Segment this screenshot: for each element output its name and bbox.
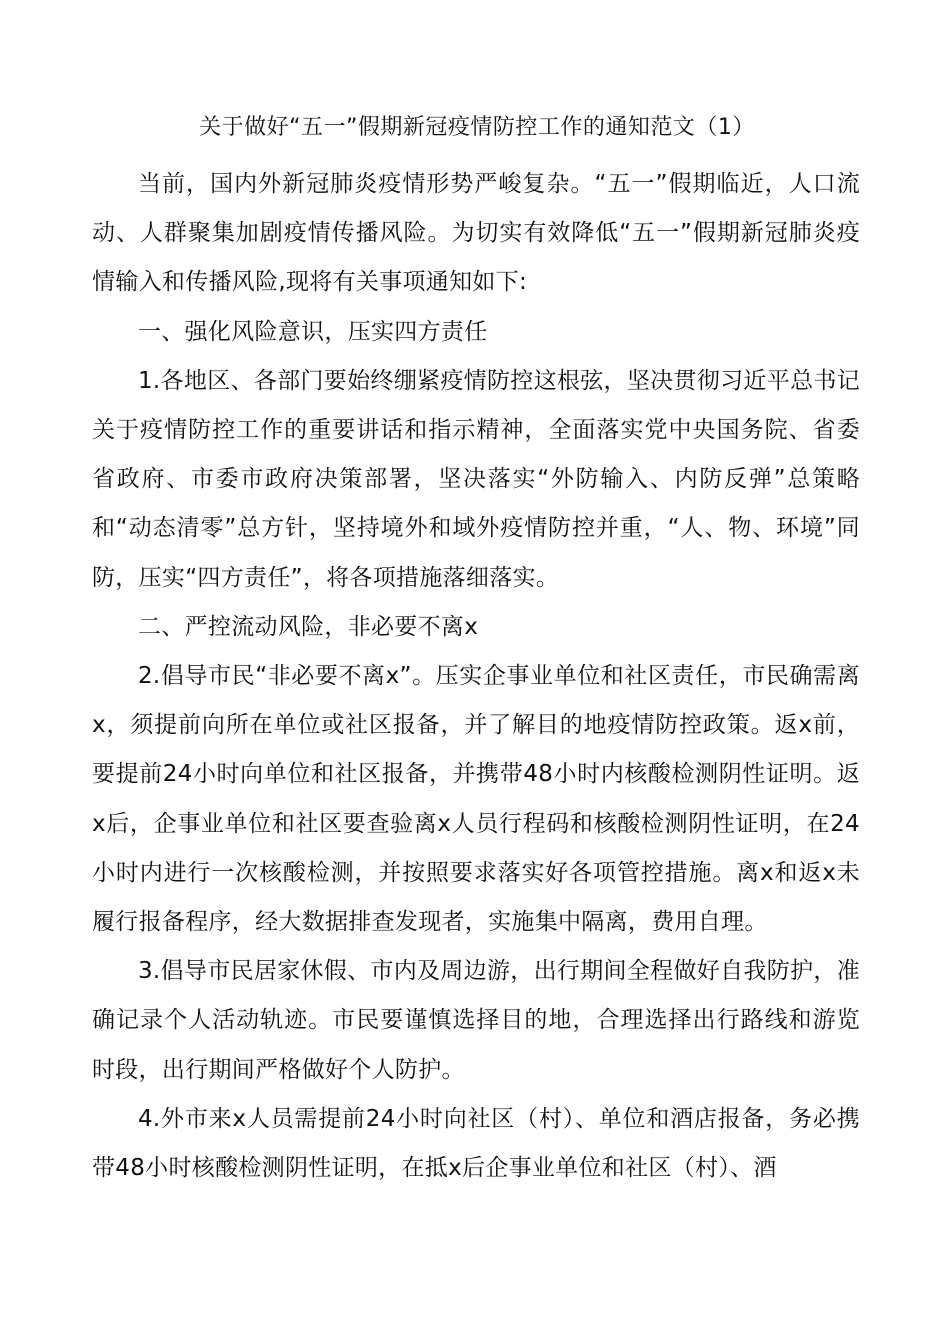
item-3-paragraph: 3.倡导市民居家休假、市内及周边游，出行期间全程做好自我防护，准确记录个人活动轨迹。市民要谨慎选择目的地，合理选择出行路线和游览时段，出行期间严格做好个人防护。 — [92, 958, 860, 1083]
intro-paragraph: 当前，国内外新冠肺炎疫情形势严峻复杂。“五一”假期临近，人口流动、人群聚集加剧疫情传播风险。为切实有效降低“五一”假期新冠肺炎疫情输入和传播风险,现将有关事项通知如下: — [92, 171, 860, 296]
section-heading-2: 二、严控流动风险，非必要不离x — [138, 613, 479, 640]
document-title: 关于做好“五一”假期新冠疫情防控工作的通知范文（1） — [199, 115, 755, 140]
item-1-paragraph: 1.各地区、各部门要始终绷紧疫情防控这根弦，坚决贯彻习近平总书记关于疫情防控工作的重要讲话和指示精神，全面落实党中央国务院、省委省政府、市委市政府决策部署，坚决落实“外防输入、内防反弹”总策略和“动态清零”总方针，坚持境外和域外疫情防控并重，“人、物、环境”同防，压实“四方责任”，将各项措施落细落实。 — [92, 367, 860, 591]
section-heading-1: 一、强化风险意识，压实四方责任 — [138, 318, 488, 345]
item-4-paragraph: 4.外市来x人员需提前24小时向社区（村）、单位和酒店报备，务必携带48小时核酸检测阴性证明，在抵x后企事业单位和社区（村）、酒 — [92, 1105, 860, 1182]
document-body — [92, 160, 860, 1193]
item-2-paragraph: 2.倡导市民“非必要不离x”。压实企事业单位和社区责任，市民确需离x，须提前向所在单位或社区报备，并了解目的地疫情防控政策。返x前，要提前24小时向单位和社区报备，并携带48小时内核酸检测阴性证明。返x后，企事业单位和社区要查验离x人员行程码和核酸检测阴性证明，在24小时内进行一次核酸检测，并按照要求落实好各项管控措施。离x和返x未履行报备程序，经大数据排查发现者，实施集中隔离，费用自理。 — [92, 663, 860, 936]
